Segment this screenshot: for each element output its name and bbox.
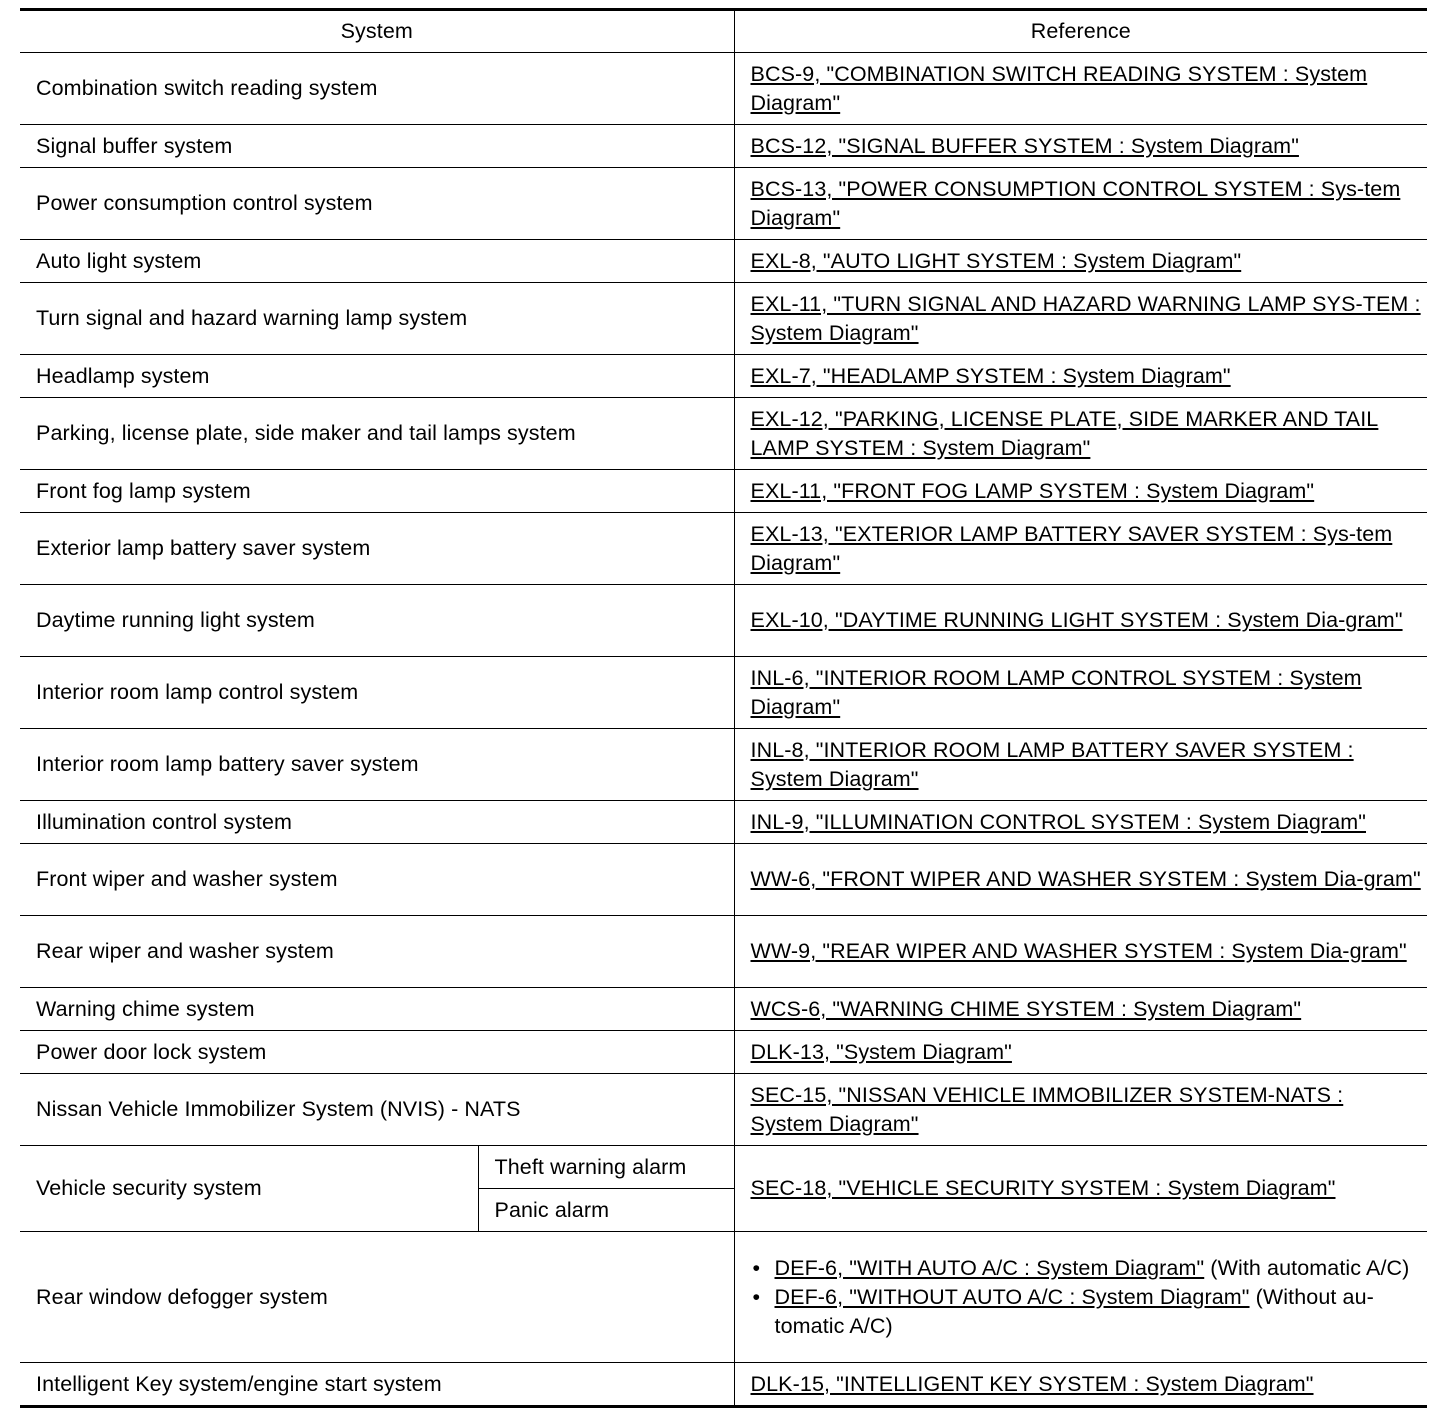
reference-cell xyxy=(734,53,1427,125)
reference-note: (Without au-tomatic A/C) xyxy=(774,1284,1374,1338)
reference-link[interactable]: SEC-15, "NISSAN VEHICLE IMMOBILIZER SYSTEM-NATS : System Diagram" xyxy=(750,1082,1344,1136)
reference-cell xyxy=(734,1232,1427,1363)
system-cell: Exterior lamp battery saver system xyxy=(20,513,734,585)
table-row xyxy=(20,240,1427,283)
list-item xyxy=(751,1283,1422,1341)
reference-cell xyxy=(734,585,1427,657)
table-row xyxy=(20,513,1427,585)
reference-link[interactable]: EXL-13, "EXTERIOR LAMP BATTERY SAVER SYSTEM : Sys-tem Diagram" xyxy=(750,521,1393,575)
table-row xyxy=(20,125,1427,168)
table-row xyxy=(20,844,1427,916)
table-row xyxy=(20,916,1427,988)
reference-bullet-list xyxy=(751,1254,1422,1341)
table-row xyxy=(20,355,1427,398)
reference-cell xyxy=(734,657,1427,729)
reference-link[interactable]: DLK-13, "System Diagram" xyxy=(750,1039,1012,1064)
reference-link[interactable]: DLK-15, "INTELLIGENT KEY SYSTEM : System Diagram" xyxy=(750,1371,1314,1396)
system-reference-table xyxy=(20,8,1427,1408)
reference-cell xyxy=(734,1074,1427,1146)
table-row xyxy=(20,470,1427,513)
reference-note: (With automatic A/C) xyxy=(1204,1255,1410,1280)
reference-link[interactable]: BCS-9, "COMBINATION SWITCH READING SYSTEM : System Diagram" xyxy=(750,61,1368,115)
reference-cell xyxy=(734,283,1427,355)
reference-link[interactable]: BCS-12, "SIGNAL BUFFER SYSTEM : System Diagram" xyxy=(750,133,1299,158)
table-row xyxy=(20,801,1427,844)
table-header-row xyxy=(20,10,1427,53)
reference-link[interactable]: DEF-6, "WITHOUT AUTO A/C : System Diagram" xyxy=(774,1284,1250,1309)
reference-table-page xyxy=(20,8,1427,1408)
system-cell: Illumination control system xyxy=(20,801,734,844)
reference-cell xyxy=(734,513,1427,585)
reference-cell xyxy=(734,1363,1427,1407)
reference-link[interactable]: INL-6, "INTERIOR ROOM LAMP CONTROL SYSTEM : System Diagram" xyxy=(750,665,1362,719)
list-item xyxy=(751,1254,1422,1283)
table-row xyxy=(20,1074,1427,1146)
reference-link[interactable]: WW-9, "REAR WIPER AND WASHER SYSTEM : System Dia-gram" xyxy=(750,939,1407,963)
table-row xyxy=(20,1031,1427,1074)
system-cell: Parking, license plate, side maker and tail lamps system xyxy=(20,398,734,470)
table-row xyxy=(20,585,1427,657)
reference-cell xyxy=(734,844,1427,916)
system-cell: Headlamp system xyxy=(20,355,734,398)
reference-link[interactable]: WW-6, "FRONT WIPER AND WASHER SYSTEM : System Dia-gram" xyxy=(750,867,1421,891)
subsystem-cell: Panic alarm xyxy=(478,1189,734,1232)
reference-link[interactable]: EXL-10, "DAYTIME RUNNING LIGHT SYSTEM : System Dia-gram" xyxy=(750,608,1403,632)
table-row xyxy=(20,53,1427,125)
reference-link[interactable]: EXL-11, "TURN SIGNAL AND HAZARD WARNING LAMP SYS-TEM : System Diagram" xyxy=(750,291,1421,345)
table-row xyxy=(20,657,1427,729)
system-cell: Turn signal and hazard warning lamp system xyxy=(20,283,734,355)
reference-link[interactable]: INL-9, "ILLUMINATION CONTROL SYSTEM : System Diagram" xyxy=(750,809,1366,834)
reference-cell xyxy=(734,125,1427,168)
system-cell: Rear wiper and washer system xyxy=(20,916,734,988)
system-cell: Nissan Vehicle Immobilizer System (NVIS) - NATS xyxy=(20,1074,734,1146)
system-cell: Warning chime system xyxy=(20,988,734,1031)
system-cell: Auto light system xyxy=(20,240,734,283)
table-row xyxy=(20,1363,1427,1407)
table-row xyxy=(20,729,1427,801)
system-cell: Intelligent Key system/engine start system xyxy=(20,1363,734,1407)
reference-cell xyxy=(734,398,1427,470)
reference-column-header: Reference xyxy=(734,10,1427,53)
table-row-security xyxy=(20,1146,1427,1189)
table-row xyxy=(20,398,1427,470)
table-row-defogger xyxy=(20,1232,1427,1363)
system-cell: Front wiper and washer system xyxy=(20,844,734,916)
reference-link[interactable]: SEC-18, "VEHICLE SECURITY SYSTEM : System Diagram" xyxy=(750,1176,1336,1200)
system-cell: Power consumption control system xyxy=(20,168,734,240)
reference-cell xyxy=(734,355,1427,398)
reference-link[interactable]: EXL-7, "HEADLAMP SYSTEM : System Diagram" xyxy=(750,363,1231,388)
reference-link[interactable]: EXL-11, "FRONT FOG LAMP SYSTEM : System Diagram" xyxy=(750,478,1315,503)
subsystem-cell: Theft warning alarm xyxy=(478,1146,734,1189)
reference-link[interactable]: BCS-13, "POWER CONSUMPTION CONTROL SYSTEM : Sys-tem Diagram" xyxy=(750,176,1401,230)
reference-link[interactable]: INL-8, "INTERIOR ROOM LAMP BATTERY SAVER SYSTEM : System Diagram" xyxy=(750,737,1354,791)
reference-cell xyxy=(734,470,1427,513)
system-cell: Combination switch reading system xyxy=(20,53,734,125)
table-row xyxy=(20,988,1427,1031)
system-cell: Interior room lamp control system xyxy=(20,657,734,729)
system-cell: Front fog lamp system xyxy=(20,470,734,513)
reference-cell xyxy=(734,988,1427,1031)
reference-link[interactable]: WCS-6, "WARNING CHIME SYSTEM : System Diagram" xyxy=(750,996,1302,1021)
table-row xyxy=(20,168,1427,240)
table-row xyxy=(20,283,1427,355)
system-cell: Signal buffer system xyxy=(20,125,734,168)
system-column-header: System xyxy=(20,10,734,53)
system-cell: Vehicle security system xyxy=(20,1146,478,1232)
system-cell: Power door lock system xyxy=(20,1031,734,1074)
reference-cell xyxy=(734,1031,1427,1074)
system-cell: Interior room lamp battery saver system xyxy=(20,729,734,801)
reference-cell xyxy=(734,168,1427,240)
reference-cell xyxy=(734,801,1427,844)
reference-link[interactable]: EXL-8, "AUTO LIGHT SYSTEM : System Diagram" xyxy=(750,248,1242,273)
system-cell: Daytime running light system xyxy=(20,585,734,657)
reference-cell xyxy=(734,916,1427,988)
reference-cell xyxy=(734,240,1427,283)
reference-cell xyxy=(734,729,1427,801)
reference-link[interactable]: EXL-12, "PARKING, LICENSE PLATE, SIDE MARKER AND TAIL LAMP SYSTEM : System Diagram" xyxy=(750,406,1379,460)
system-cell: Rear window defogger system xyxy=(20,1232,734,1363)
reference-link[interactable]: DEF-6, "WITH AUTO A/C : System Diagram" xyxy=(774,1255,1205,1280)
reference-cell xyxy=(734,1146,1427,1232)
